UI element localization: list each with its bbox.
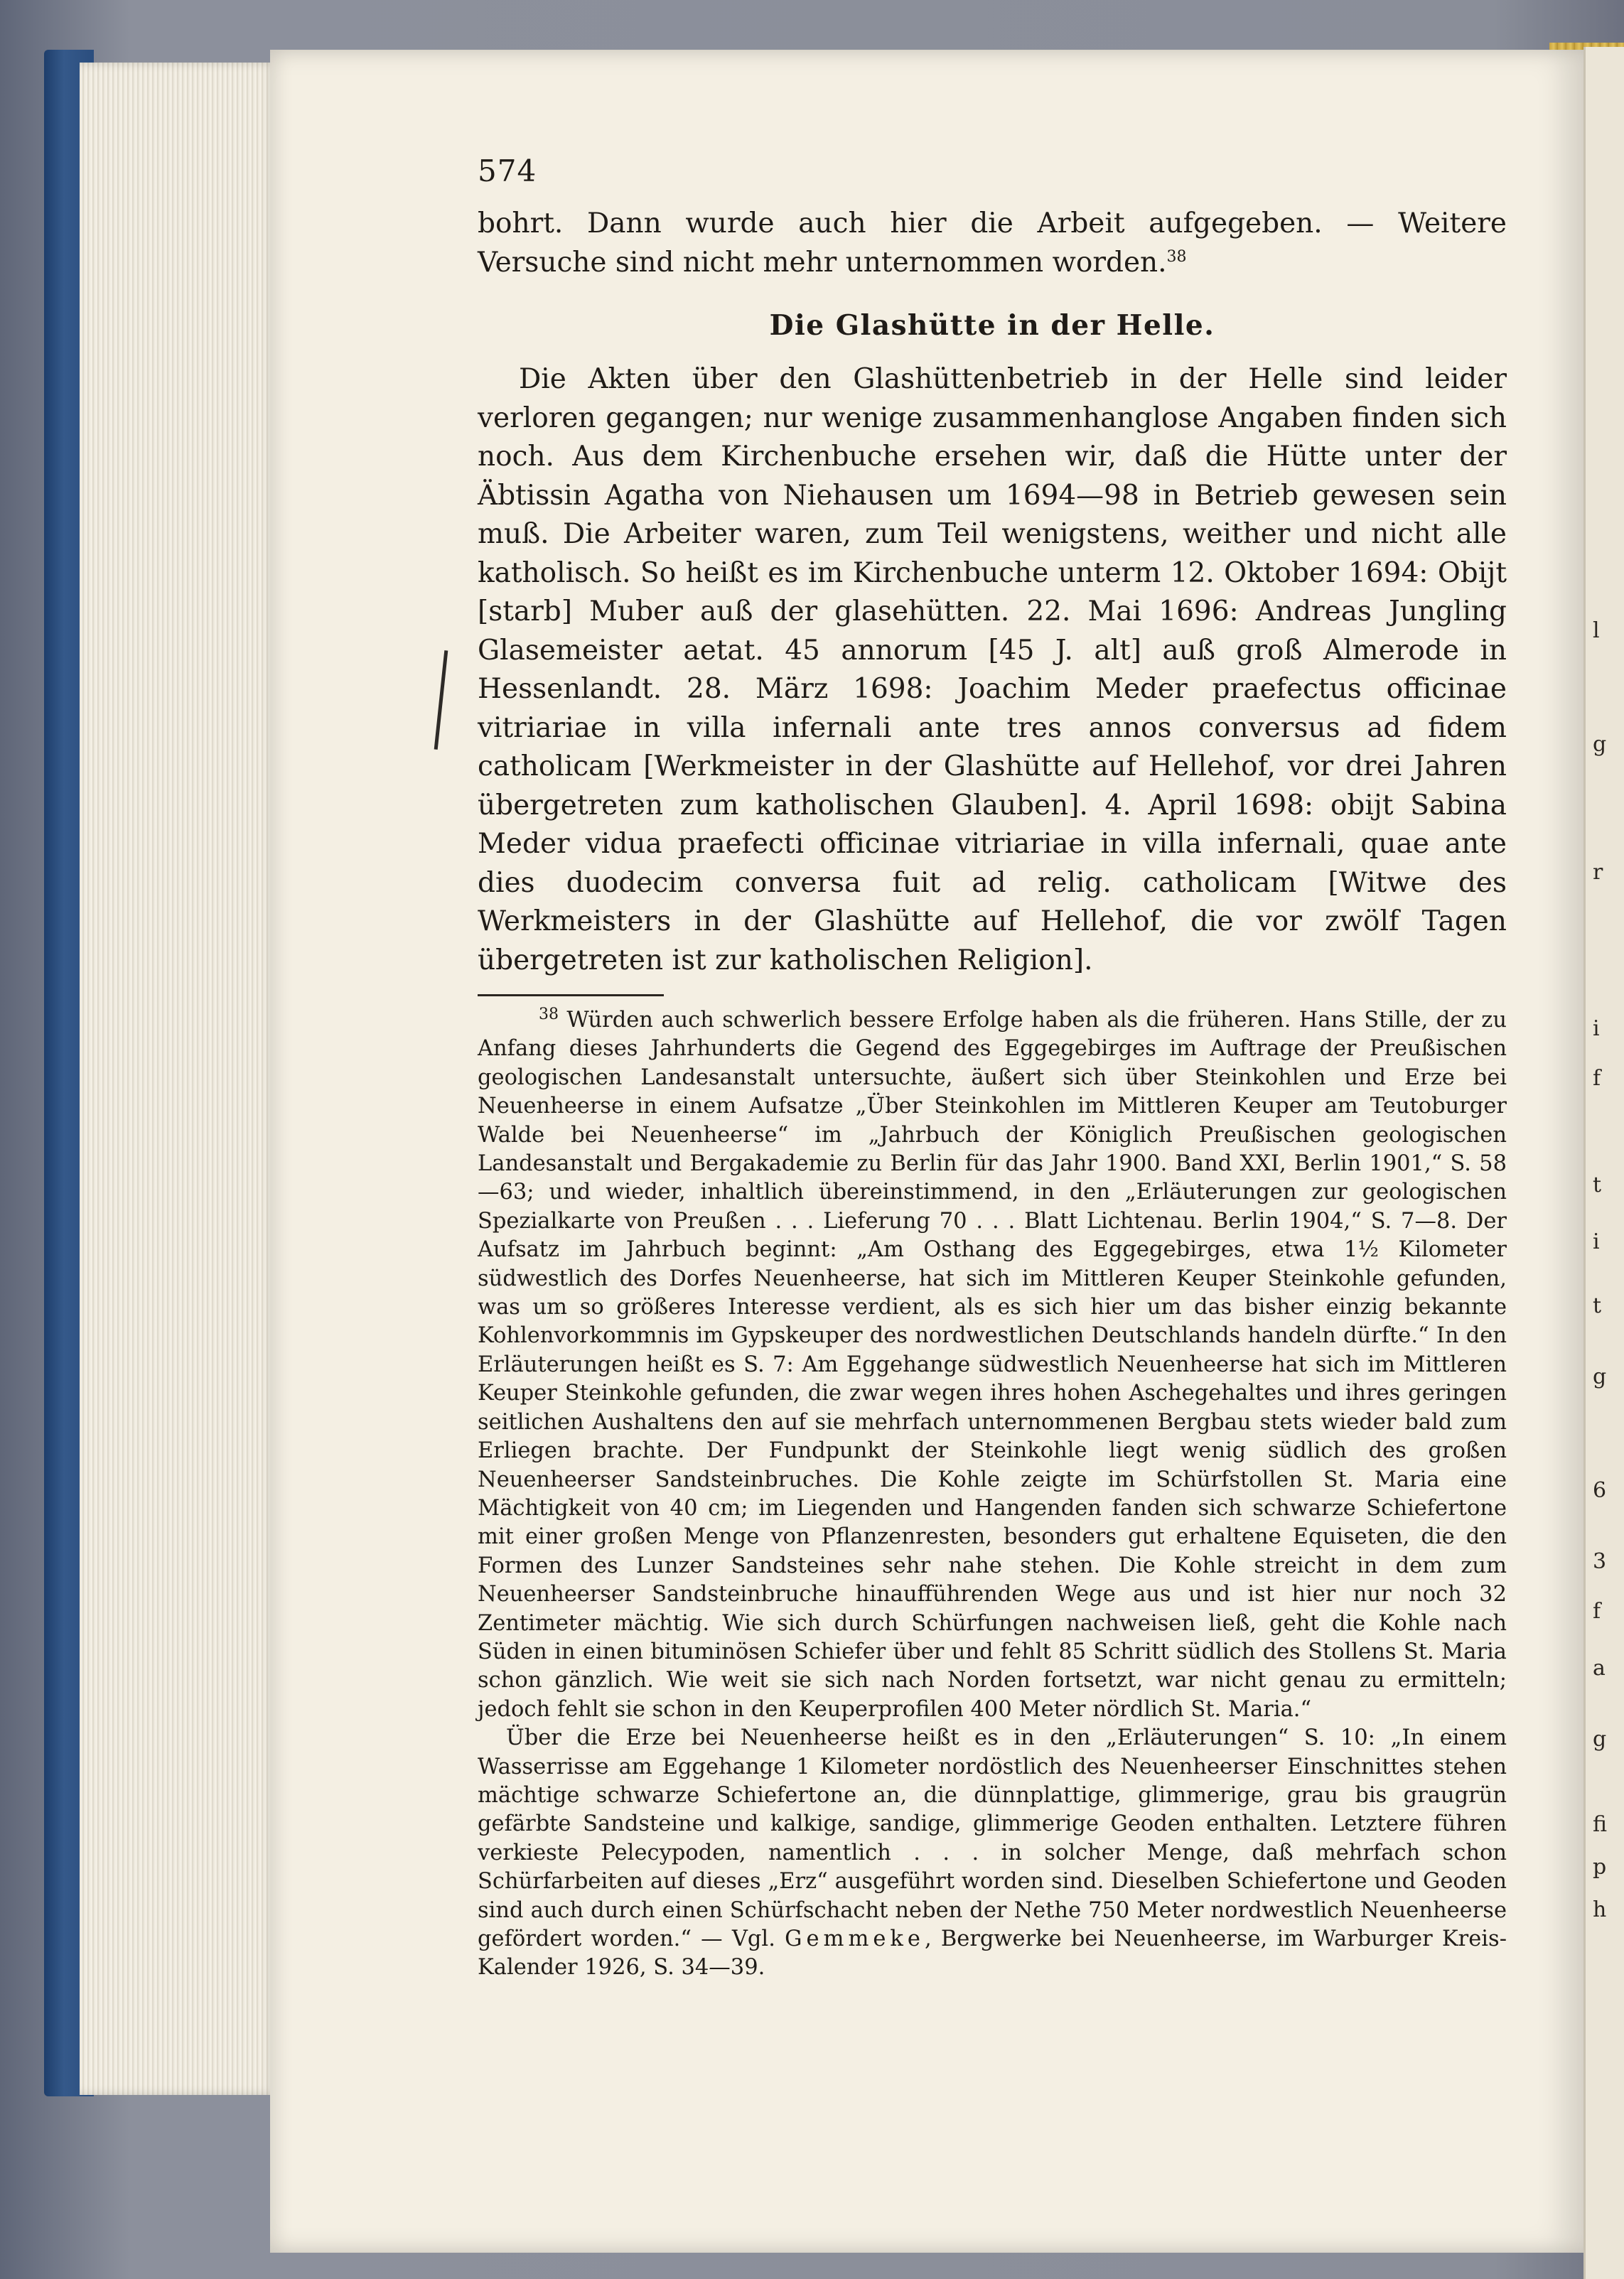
continued-paragraph: bohrt. Dann wurde auch hier die Arbeit aufgegeben. — Weitere Versuche sind nicht mehr unternommen worden.$^{38}$ bbox=[478, 208, 1507, 279]
footnote-divider bbox=[478, 994, 664, 996]
fragment: f bbox=[1593, 1066, 1601, 1091]
fragment: fi bbox=[1593, 1812, 1608, 1837]
fragment: l bbox=[1593, 618, 1600, 643]
fragment: p bbox=[1593, 1855, 1607, 1880]
fragment: 3 bbox=[1593, 1549, 1607, 1574]
fragment: i bbox=[1593, 1229, 1600, 1254]
footnote-marker: 38 bbox=[539, 1005, 559, 1023]
fragment: i bbox=[1593, 1016, 1600, 1041]
footnotes bbox=[478, 1006, 1507, 1983]
page-content bbox=[478, 153, 1507, 1983]
page-block-edges bbox=[80, 63, 277, 2095]
footnote-38: $^{38}$ Würden auch schwerlich bessere Erfolge haben als die früheren. Hans Stille, der zu Anfang dieses Jahrhunderts die Gegend des Eggegebirges im Auftrage der Preußischen geologischen Landesanstalt untersuchte, äußert sich über Steinkohlen und Erze bei Neuenheerse in einem Aufsatze „Über Steinkohlen im Mittleren Keuper am Teutoburger Walde bei Neuenheerse“ im „Jahrbuch der Königlich Preußischen geologischen Landesanstalt und Bergakademie zu Berlin für das Jahr 1900. Band XXI, Berlin 1901,“ S. 58—63; und wieder, inhaltlich übereinstimmend, in den „Erläuterungen zur geologischen Spezialkarte von Preußen . . . Lieferung 70 . . . Blatt Lichtenau. Berlin 1904,“ S. 7—8. Der Aufsatz im Jahrbuch beginnt: „Am Osthang des Eggegebirges, etwa 1½ Kilometer südwestlich des Dorfes Neuenheerse, hat sich im Mittleren Keuper Steinkohle gefunden, was um so größeres Interesse verdient, als es sich hier um das bisher einzig bekannte Kohlenvorkommnis im Gypskeuper des nordwestlichen Deutschlands handeln dürfte.“ In den Erläuterungen heißt es S. 7: Am Eggehange südwestlich Neuenheerse hat sich im Mittleren Keuper Steinkohle gefunden, die zwar wegen ihres hohen Aschegehaltes und ihres geringen seitlichen Aushaltens den auf sie mehrfach unternommenen Bergbau stets wieder bald zum Erliegen brachte. Der Fundpunkt der Steinkohle liegt wenig südlich des großen Neuenheerser Sandsteinbruches. Die Kohle zeigte im Schürfstollen St. Maria eine Mächtigkeit von 40 cm; im Liegenden und Hangenden fanden sich schwarze Schiefertone mit einer großen Menge von Pflanzenresten, besonders gut erhaltene Equiseten, die den Formen des Lunzer Sandsteines sehr nahe stehen. Die Kohle streicht in dem zum Neuenheerser Sandsteinbruche hinaufführenden Wege aus und ist hier nur noch 32 Zentimeter mächtig. Wie sich durch Schürfungen nachweisen ließ, geht die Kohle nach Süden in einen bituminösen Schiefer über und fehlt 85 Schritt südlich des Stollens St. Maria schon gänzlich. Wie weit sie sich nach Norden fortsetzt, war nicht genau zu ermitteln; jedoch fehlt sie schon in den Keuperprofilen 400 Meter nördlich St. Maria.“ bbox=[478, 1005, 1507, 1722]
main-paragraph: Die Akten über den Glashüttenbetrieb in der Helle sind leider verloren gegangen; nur wenige zusammenhanglose Angaben finden sich noch. Aus dem Kirchenbuche ersehen wir, daß die Hütte unter der Äbtissin Agatha von Niehausen um 1694—98 in Betrieb gewesen sein muß. Die Arbeiter waren, zum Teil wenigstens, weither und nicht alle katholisch. So heißt es im Kirchenbuche unterm 12. Oktober 1694: Obijt [starb] Muber auß der glasehütten. 22. Mai 1696: Andreas Jungling Glasemeister aetat. 45 annorum [45 J. alt] auß groß Almerode in Hessenlandt. 28. März 1698: Joachim Meder praefectus officinae vitriariae in villa infernali ante tres annos conversus ad fidem catholicam [Werkmeister in der Glashütte auf Hellehof, vor drei Jahren übergetreten zum katholischen Glauben]. 4. April 1698: obijt Sabina Meder vidua praefecti officinae vitriariae in villa infernali, quae ante dies duodecim conversa fuit ad relig. catholicam [Witwe des Werkmeisters in der Glashütte auf Hellehof, die vor zwölf Tagen übergetreten ist zur katholischen Religion]. bbox=[478, 363, 1507, 976]
facing-page-fragments bbox=[1590, 213, 1624, 2061]
footnote-38-continuation: Über die Erze bei Neuenheerse heißt es in den „Erläuterungen“ S. 10: „In einem Wasserrisse am Eggehange 1 Kilometer nordöstlich des Neuenheerser Einschnittes stehen mächtige schwarze Schiefertone an, die dünnplattige, glimmerige, grau bis graugrün gefärbte Sandsteine und kalkige, sandige, glimmerige Geoden enthalten. Letztere führen verkieste Pelecypoden, namentlich . . . in solcher Menge, daß mehrfach schon Schürfarbeiten auf dieses „Erz“ ausgeführt worden sind. Dieselben Schiefertone und Geoden sind auch durch einen Schürfschacht neben der Nethe 750 Meter nordwestlich Neuenheerse gefördert worden.“ — Vgl. Gemmeke, Bergwerke bei Neuenheerse, im Warburger Kreis-Kalender 1926, S. 34—39. bbox=[478, 1725, 1507, 1981]
section-heading: Die Glashütte in der Helle. bbox=[769, 309, 1215, 342]
body-text bbox=[478, 205, 1507, 980]
fragment: t bbox=[1593, 1173, 1602, 1197]
fragment: r bbox=[1593, 860, 1603, 885]
fragment: a bbox=[1593, 1656, 1606, 1681]
fragment: 6 bbox=[1593, 1478, 1607, 1503]
page-number: 574 bbox=[478, 153, 537, 188]
fragment: f bbox=[1593, 1599, 1601, 1624]
author-name: Gemmeke bbox=[785, 1927, 925, 1951]
footnote-reference: 38 bbox=[1166, 247, 1187, 266]
fragment: g bbox=[1593, 1364, 1607, 1389]
fragment: h bbox=[1593, 1897, 1607, 1922]
fragment: g bbox=[1593, 1727, 1607, 1752]
fragment: g bbox=[1593, 732, 1607, 757]
fragment: t bbox=[1593, 1293, 1602, 1318]
